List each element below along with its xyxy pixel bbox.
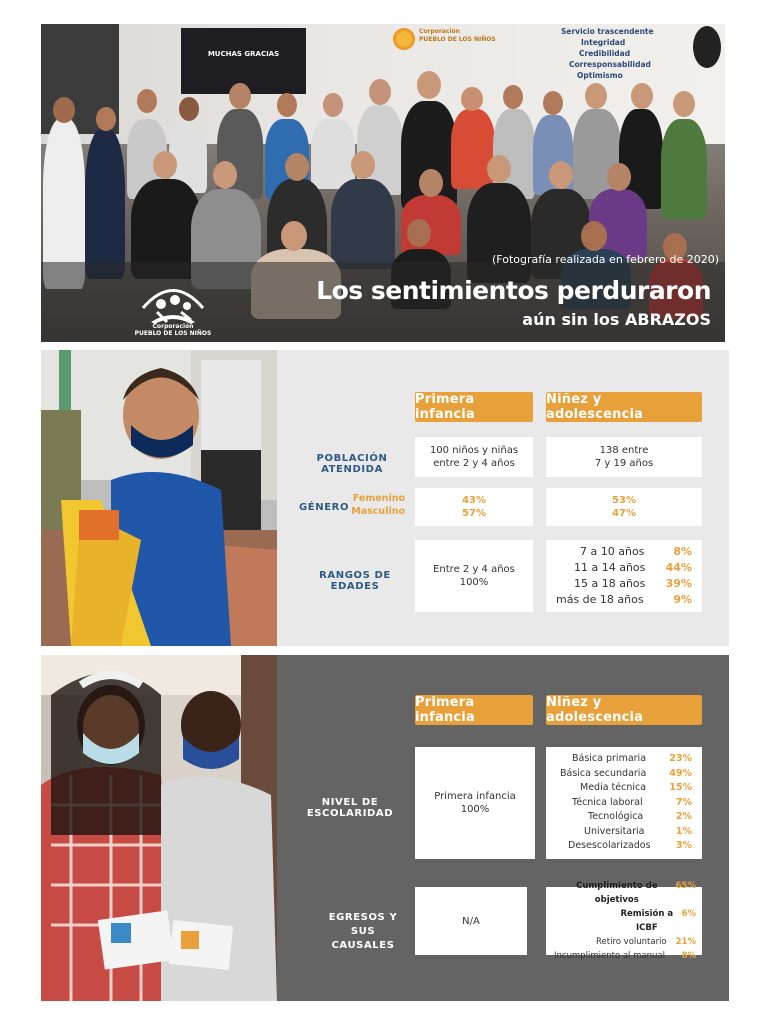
escolaridad-primera-box xyxy=(415,747,535,859)
egreso-row xyxy=(550,935,696,949)
photo-caption: (Fotografía realizada en febrero de 2020) xyxy=(492,253,719,266)
rango-pct: 39% xyxy=(665,577,692,590)
rango-label: 11 a 14 años xyxy=(574,561,646,574)
header-primera-infancia: Primera infancia xyxy=(415,695,533,725)
rango-pct: 44% xyxy=(665,561,692,574)
genero-ninez-femenino: 53% xyxy=(612,495,636,506)
population-panel xyxy=(41,350,729,646)
egreso-cause: Retiro voluntario xyxy=(596,937,667,947)
hero-org-logo xyxy=(393,28,503,44)
values-sign-line: Integridad xyxy=(581,38,626,47)
genero-primera-femenino: 43% xyxy=(462,495,486,506)
poblacion-primera-line1: 100 niños y niñas xyxy=(429,445,519,456)
escolaridad-level: Desescolarizados xyxy=(568,840,651,852)
poblacion-ninez-line1: 138 entre xyxy=(599,445,649,456)
logo-text-line2: PUEBLO DE LOS NIÑOS xyxy=(134,330,212,337)
rangos-primera-line1: Entre 2 y 4 años xyxy=(433,564,515,575)
education-panel xyxy=(41,655,729,1001)
rango-label: más de 18 años xyxy=(556,593,644,606)
escolaridad-row xyxy=(560,839,692,854)
escolaridad-pct: 7% xyxy=(675,796,692,808)
escolaridad-level: Técnica laboral xyxy=(572,796,643,808)
label-egresos-causales xyxy=(315,911,411,953)
poblacion-primera-box xyxy=(415,437,533,477)
rango-row xyxy=(556,560,692,576)
egreso-cause: Incumplimiento al manual xyxy=(554,951,665,961)
hero-fan xyxy=(693,26,721,68)
egreso-row xyxy=(550,879,696,907)
genero-primera-box xyxy=(415,488,533,526)
org-logo-line2: PUEBLO DE LOS NIÑOS xyxy=(419,36,496,43)
escolaridad-primera-line2: 100% xyxy=(460,804,490,815)
label-egresos-line1: EGRESOS Y SUS xyxy=(328,912,398,937)
escolaridad-row xyxy=(560,810,692,825)
genero-primera-masculino: 57% xyxy=(462,508,486,519)
rangos-ninez-box xyxy=(546,540,702,612)
escolaridad-row xyxy=(560,825,692,840)
label-poblacion-atendida: POBLACIÓN ATENDIDA xyxy=(316,453,388,475)
escolaridad-pct: 15% xyxy=(669,782,692,794)
egresos-primera-box xyxy=(415,887,527,955)
escolaridad-row xyxy=(560,752,692,767)
rango-row xyxy=(556,544,692,560)
values-sign-line: Credibilidad xyxy=(579,49,631,58)
egreso-pct: 6% xyxy=(681,909,696,919)
rango-pct: 8% xyxy=(673,545,692,558)
poblacion-ninez-box xyxy=(546,437,702,477)
headline-line1: Los sentimientos perduraron xyxy=(316,276,711,305)
hero-values-sign xyxy=(561,26,681,81)
header-primera-infancia: Primera infancia xyxy=(415,392,533,422)
genero-ninez-masculino: 47% xyxy=(612,508,636,519)
screen-text: MUCHAS GRACIAS xyxy=(207,50,280,58)
rango-row xyxy=(556,592,692,608)
egreso-cause: Remisión a ICBF xyxy=(620,909,674,933)
escolaridad-pct: 2% xyxy=(675,811,692,823)
escolaridad-ninez-box xyxy=(546,747,702,859)
children-photo xyxy=(41,655,277,1001)
label-rangos-edades: RANGOS DE EDADES xyxy=(319,570,391,592)
hero-photo xyxy=(41,24,725,342)
escolaridad-pct: 23% xyxy=(669,753,692,765)
escolaridad-pct: 49% xyxy=(669,767,692,779)
egreso-pct: 8% xyxy=(681,951,696,961)
egresos-primera-value: N/A xyxy=(462,915,480,927)
genero-ninez-box xyxy=(546,488,702,526)
label-egresos-line2: CAUSALES xyxy=(331,940,395,951)
egreso-row xyxy=(550,907,696,935)
egreso-pct: 21% xyxy=(675,937,696,947)
rango-pct: 9% xyxy=(673,593,692,606)
values-sign-line: Optimismo xyxy=(577,71,623,80)
escolaridad-level: Básica primaria xyxy=(572,753,647,765)
rango-label: 15 a 18 años xyxy=(574,577,646,590)
escolaridad-pct: 3% xyxy=(675,840,692,852)
label-nivel-escolaridad: NIVEL DE ESCOLARIDAD xyxy=(306,797,394,819)
sun-logo-icon xyxy=(393,28,415,50)
escolaridad-row xyxy=(560,781,692,796)
rangos-primera-line2: 100% xyxy=(459,577,489,588)
org-logo-line1: Corporación xyxy=(419,28,460,35)
egreso-pct: 65% xyxy=(675,881,696,891)
headline-line2: aún sin los ABRAZOS xyxy=(522,310,711,329)
logo-text-line1: Corporación xyxy=(152,323,194,330)
escolaridad-level: Universitaria xyxy=(584,825,645,837)
poblacion-primera-line2: entre 2 y 4 años xyxy=(433,458,515,469)
header-ninez-adolescencia: Niñez y adolescencia xyxy=(546,695,702,725)
label-femenino: Femenino xyxy=(352,493,405,504)
escolaridad-level: Media técnica xyxy=(580,782,647,794)
label-genero: GÉNERO xyxy=(299,502,350,513)
rangos-primera-box xyxy=(415,540,533,612)
genero-sub-labels xyxy=(341,492,405,518)
escolaridad-pct: 1% xyxy=(675,825,692,837)
egresos-ninez-box xyxy=(546,881,702,961)
escolaridad-level: Básica secundaria xyxy=(560,767,647,779)
values-sign-line: Corresponsabilidad xyxy=(569,60,651,69)
rango-label: 7 a 10 años xyxy=(580,545,645,558)
poblacion-ninez-line2: 7 y 19 años xyxy=(594,458,654,469)
escolaridad-primera-line1: Primera infancia xyxy=(434,791,516,802)
child-photo xyxy=(41,350,277,646)
escolaridad-row xyxy=(560,767,692,782)
label-masculino: Masculino xyxy=(351,506,405,517)
header-ninez-adolescencia: Niñez y adolescencia xyxy=(546,392,702,422)
egreso-row xyxy=(550,949,696,963)
escolaridad-level: Tecnológica xyxy=(588,811,644,823)
escolaridad-row xyxy=(560,796,692,811)
egreso-cause: Cumplimiento de objetivos xyxy=(576,881,658,905)
values-sign-line: Servicio trascendente xyxy=(561,27,654,36)
rango-row xyxy=(556,576,692,592)
